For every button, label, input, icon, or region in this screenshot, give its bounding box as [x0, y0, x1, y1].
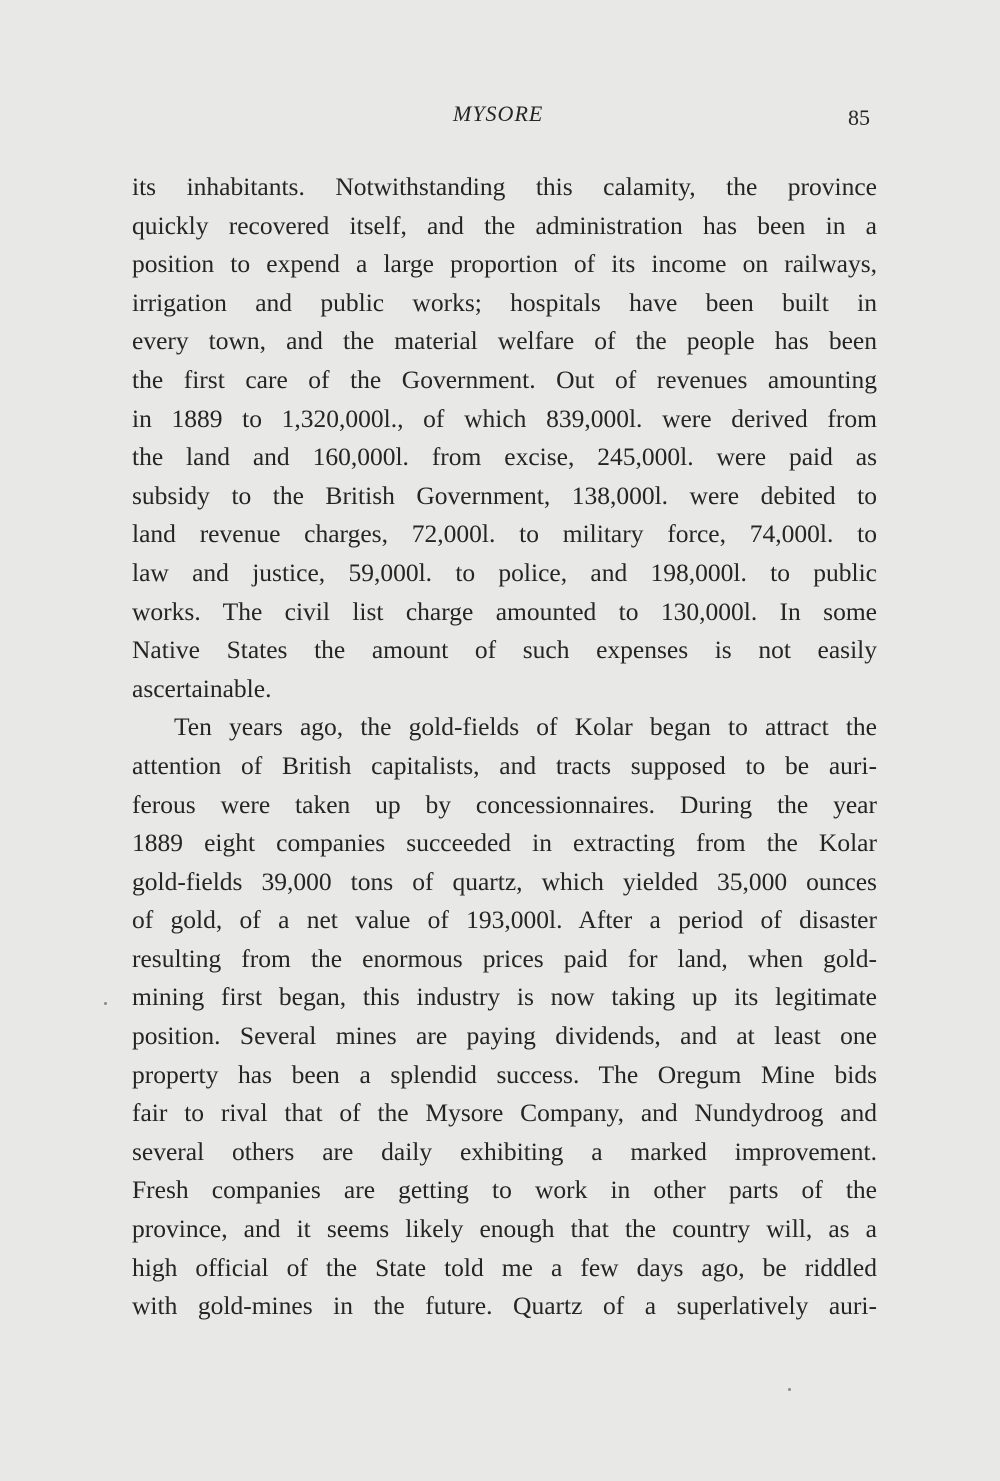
paragraph-2: [132, 708, 877, 1326]
text-line: mining first began, this industry is now taking up its legitimate: [132, 982, 877, 1012]
text-line: ferous were taken up by concessionnaires. During the year: [132, 789, 877, 819]
paper-speck: [104, 1002, 107, 1005]
text-line: Ten years ago, the gold-fields of Kolar began to attract the: [174, 712, 877, 742]
text-line: property has been a splendid success. The Oregum Mine bids: [132, 1059, 877, 1089]
text-line: of gold, of a net value of 193,000l. After a period of disaster: [132, 905, 877, 935]
text-line: province, and it seems likely enough that the country will, as a: [132, 1214, 877, 1244]
text-line: Native States the amount of such expenses is not easily: [132, 635, 877, 665]
text-line: several others are daily exhibiting a marked improvement.: [132, 1136, 877, 1166]
text-line: position. Several mines are paying dividends, and at least one: [132, 1021, 877, 1051]
text-line: 1889 eight companies succeeded in extracting from the Kolar: [132, 828, 877, 858]
text-line: gold-fields 39,000 tons of quartz, which yielded 35,000 ounces: [132, 866, 877, 896]
body-text: [132, 168, 877, 1326]
text-line: ascertainable.: [132, 673, 272, 703]
running-head-title: MYSORE: [453, 101, 544, 126]
page-number: 85: [848, 105, 870, 130]
text-line: high official of the State told me a few days ago, be riddled: [132, 1252, 877, 1282]
text-line: law and justice, 59,000l. to police, and 198,000l. to public: [132, 557, 877, 587]
text-line: fair to rival that of the Mysore Company, and Nundydroog and: [132, 1098, 877, 1128]
text-line: every town, and the material welfare of the people has been: [132, 326, 877, 356]
text-line: resulting from the enormous prices paid for land, when gold-: [132, 943, 877, 973]
text-line: irrigation and public works; hospitals have been built in: [132, 287, 877, 317]
text-line: with gold-mines in the future. Quartz of a superlatively auri-: [132, 1291, 877, 1321]
paragraph-1: [132, 168, 877, 708]
paper-speck: [788, 1388, 791, 1391]
text-line: subsidy to the British Government, 138,000l. were debited to: [132, 480, 877, 510]
text-line: its inhabitants. Notwithstanding this calamity, the province: [132, 172, 877, 201]
running-head: [0, 101, 1000, 131]
text-line: in 1889 to 1,320,000l., of which 839,000l. were derived from: [132, 403, 877, 433]
text-line: the land and 160,000l. from excise, 245,000l. were paid as: [132, 442, 877, 472]
text-line: Fresh companies are getting to work in other parts of the: [132, 1175, 877, 1205]
text-line: attention of British capitalists, and tracts supposed to be auri-: [132, 750, 877, 780]
text-line: works. The civil list charge amounted to 130,000l. In some: [132, 596, 877, 626]
text-line: position to expend a large proportion of its income on railways,: [132, 249, 877, 279]
text-line: quickly recovered itself, and the administration has been in a: [132, 210, 877, 240]
text-line: land revenue charges, 72,000l. to military force, 74,000l. to: [132, 519, 877, 549]
text-line: the first care of the Government. Out of revenues amounting: [132, 364, 877, 394]
